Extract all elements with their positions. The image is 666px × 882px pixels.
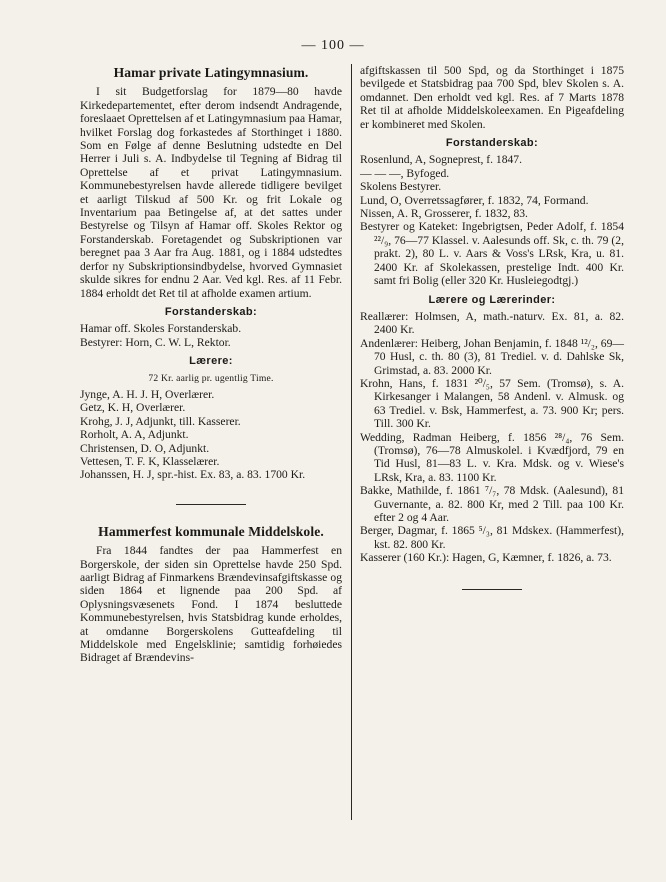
hamar-forstanderskab-heading: Forstanderskab: <box>164 305 258 318</box>
list-item: Reallærer: Holmsen, A, math.-naturv. Ex. 81, a. 82. 2400 Kr. <box>360 309 624 337</box>
list-item: Johanssen, H. J, spr.-hist. Ex. 83, a. 83. 1700 Kr. <box>80 468 306 482</box>
list-item: Nissen, A. R, Grosserer, f. 1832, 83. <box>360 207 528 221</box>
list-item: Rosenlund, A, Sogneprest, f. 1847. <box>360 153 522 167</box>
hamar-laerere-note: 72 Kr. aarlig pr. ugentlig Time. <box>148 372 274 384</box>
hammerfest-board-list <box>360 153 624 220</box>
section-title-hamar: Hamar private Latingymnasium. <box>113 65 309 80</box>
list-item: Krohg, J. J, Adjunkt, till. Kasserer. <box>80 414 241 428</box>
hamar-bestyrer: Bestyrer: Horn, C. W. L, Rektor. <box>80 335 231 349</box>
right-column <box>360 64 624 590</box>
hammerfest-intro: Fra 1844 fandtes der paa Hammerfest en Borgerskole, der siden sin Oprettelse havde 250 Spd. aarligt Bidrag af Finmarkens Brændevinsafgiftskasse og siden 1864 et lignende paa 200 Spd. af Oplysningsvæsenets Fond. I 1874 besluttede Kommunebestyrelsen, hvis Statsbidrag kunde erholdes, at omdanne Borgerskolens Gutteafdeling til Middelskole med Engelsklinie; samtidig forhøiedes Bidraget af Brændevins- <box>80 544 342 665</box>
list-item: Bakke, Mathilde, f. 1861 ⁷/₇, 78 Mdsk. (Aalesund), 81 Guvernante, a. 82. 800 Kr, med 2 Till. paa 100 Kr. efter 2 og 4 Aar. <box>360 484 624 524</box>
list-item: Christensen, D. O, Adjunkt. <box>80 441 210 455</box>
list-item: Kasserer (160 Kr.): Hagen, G, Kæmner, f. 1826, a. 73. <box>360 551 612 565</box>
hamar-teacher-list <box>80 388 342 482</box>
list-item: Krohn, Hans, f. 1831 ²⁰/₅, 57 Sem. (Tromsø), s. A. Kirkesanger i Malangen, 58 Andenl. v. Almusk. og 63 Trediel. v. Bsk, Hammerfest, a. 73. 900 Kr; pers. Till. 300 Kr. <box>360 376 624 431</box>
section-separator <box>176 504 246 505</box>
list-item: Getz, K. H, Overlærer. <box>80 401 186 415</box>
column-divider <box>351 64 352 820</box>
end-separator <box>462 589 522 590</box>
page-number: — 100 — <box>301 38 365 53</box>
hamar-forstanderskab-text: Hamar off. Skoles Forstanderskab. <box>80 322 242 336</box>
list-item: Jynge, A. H. J. H, Overlærer. <box>80 387 215 401</box>
hamar-laerere-heading: Lærere: <box>189 355 233 368</box>
list-item: Vettesen, T. F. K, Klasselærer. <box>80 454 220 468</box>
section-title-hammerfest: Hammerfest kommunale Middelskole. <box>98 523 324 539</box>
list-item: Andenlærer: Heiberg, Johan Benjamin, f. 1848 ¹²/₂, 69—70 Husl, c. th. 80 (3), 81 Trediel. v. d. Dahlske Sk, Grimstad, a. 83. 2000 Kr. <box>360 336 624 377</box>
hammerfest-laerere-heading: Lærere og Lærerinder: <box>428 293 556 306</box>
left-column <box>80 64 342 665</box>
hamar-intro: I sit Budgetforslag for 1879—80 havde Kirkedepartementet, efter derom indsendt Andragende, foreslaaet Oprettelsen af et Latingymnasium paa Hamar, hvilket Forslag dog forkastedes af Storthinget i 1880. Som en Følge af denne Beslutning udstedte en Del Herrer i Juli s. A. Indbydelse til Tegning af Bidrag til Oprettelse af et privat Latingymnasium. Kommunebestyrelsen havde allerede tidligere bevilget et aarligt Tilskud af 500 Kr. og frit Lokale og Inventarium paa Betingelse af, at det sattes under Bestyrelse og Tilsyn af Hamar off. Skoles Rektor og Forstanderskab. Foretagendet og Subskriptionen var beregnet paa 3 Aar fra Aug. 1881, og i 1884 udstedtes derfor ny Subskriptionsindbydelse, hvorved Gymnasiet skulde sikres for endnu 2 Aar. Ved kgl. Res. af 11 Febr. 1884 erholdt det Ret til at afholde examen artium. <box>80 85 342 300</box>
hammerfest-bestyrer: Bestyrer og Kateket: Ingebrigtsen, Peder Adolf, f. 1854 ²²/₉, 76—77 Klassel. v. Aalesunds off. Sk, c. th. 79 (2, prakt. 2), 80 L. v. Aars & Voss's LRsk, Kra, u. 81. 2400 Kr. af Skolekassen, prestelige Indt. 400 Kr. samt fri Bolig (eller 320 Kr. Husleiegodtgj.) <box>360 220 624 288</box>
list-item: Wedding, Radman Heiberg, f. 1856 ²⁸/₄, 76 Sem. (Tromsø), 76—78 Almuskolel. i Kvædfjord, 79 en Tid Husl, 81—83 L. v. Kra. Mdsk. og v. Wiese's LRsk, Kra, a. 83. 1100 Kr. <box>360 430 624 484</box>
list-item: Berger, Dagmar, f. 1865 ⁵/₃, 81 Mdskex. (Hammerfest), kst. 82. 800 Kr. <box>360 524 624 551</box>
hammerfest-teacher-list <box>360 310 624 565</box>
hammerfest-intro-continued: afgiftskassen til 500 Spd, og da Storthinget i 1875 bevilgede et Statsbidrag paa 700 Spd, blev Skolen s. A. omdannet. Den erholdt ved kgl. Res. af 7 Marts 1878 Ret til at afholde Middelskoleexamen. En Pigeafdeling er kombineret med Skolen. <box>360 64 624 131</box>
list-item: Lund, O, Overretssagfører, f. 1832, 74, Formand. <box>360 193 589 207</box>
list-item: — — —, Byfoged. <box>360 166 450 180</box>
list-item: Skolens Bestyrer. <box>360 180 442 194</box>
list-item: Rorholt, A. A, Adjunkt. <box>80 428 189 442</box>
hammerfest-forstanderskab-heading: Forstanderskab: <box>445 137 539 150</box>
